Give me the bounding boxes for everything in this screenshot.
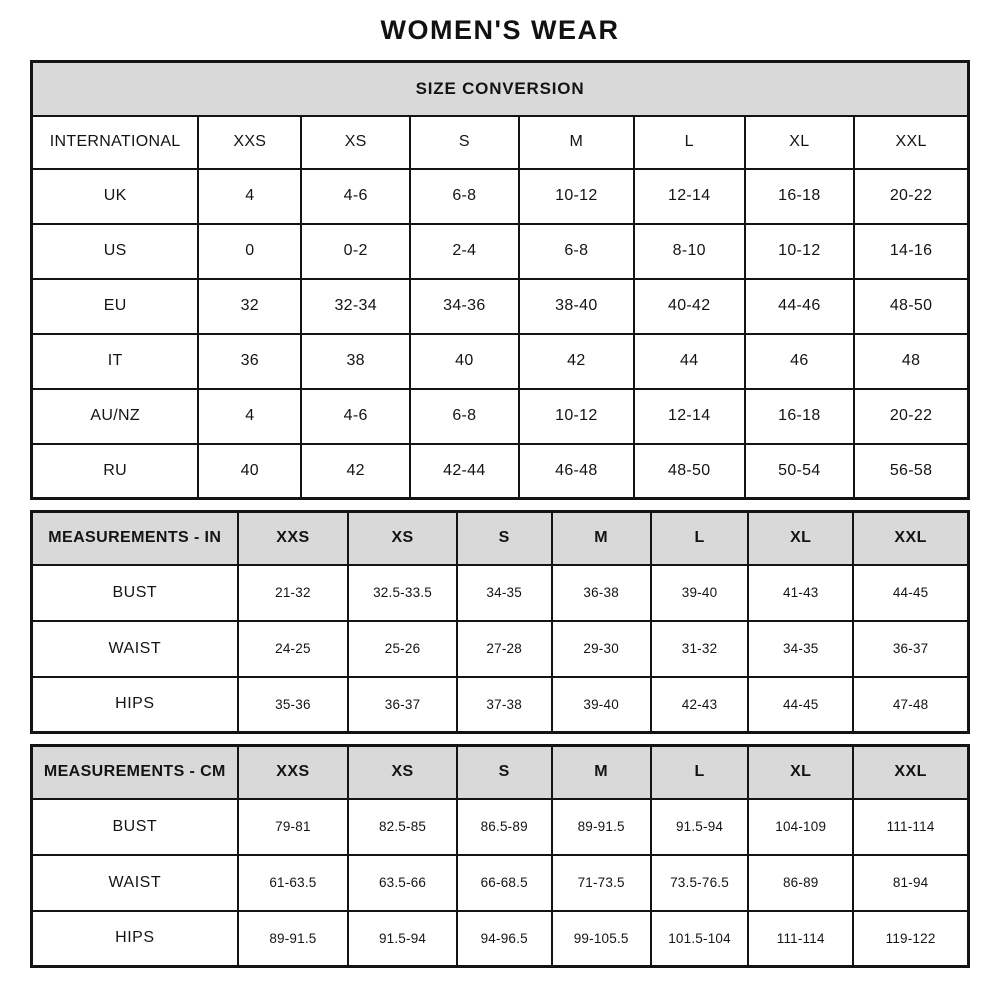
cell: 34-35 bbox=[748, 621, 853, 677]
cell: 42 bbox=[519, 334, 634, 389]
cell: 89-91.5 bbox=[238, 911, 349, 967]
cell: 12-14 bbox=[634, 389, 745, 444]
table-row bbox=[32, 334, 969, 389]
cell: 42-44 bbox=[410, 444, 519, 499]
size-header: XS bbox=[348, 746, 457, 799]
cell: 111-114 bbox=[748, 911, 853, 967]
cell: 8-10 bbox=[634, 224, 745, 279]
table-row bbox=[32, 169, 969, 224]
table-row bbox=[32, 444, 969, 499]
cell: 50-54 bbox=[745, 444, 855, 499]
cell: 47-48 bbox=[853, 677, 968, 733]
cell: 42-43 bbox=[651, 677, 748, 733]
cell: 79-81 bbox=[238, 799, 349, 855]
table-row bbox=[32, 224, 969, 279]
cell: 81-94 bbox=[853, 855, 968, 911]
size-header: XXS bbox=[238, 746, 349, 799]
size-header: XL bbox=[745, 116, 855, 169]
size-header: XXL bbox=[853, 512, 968, 565]
cell: 0-2 bbox=[301, 224, 410, 279]
cell: 0 bbox=[198, 224, 301, 279]
cell: 14-16 bbox=[854, 224, 968, 279]
row-label: UK bbox=[32, 169, 199, 224]
table-row bbox=[32, 116, 969, 169]
cell: 32-34 bbox=[301, 279, 410, 334]
cell: 119-122 bbox=[853, 911, 968, 967]
cell: 40 bbox=[198, 444, 301, 499]
cell: 24-25 bbox=[238, 621, 349, 677]
cell: 39-40 bbox=[552, 677, 651, 733]
cell: 6-8 bbox=[410, 169, 519, 224]
row-label: HIPS bbox=[32, 911, 238, 967]
size-header: XXS bbox=[198, 116, 301, 169]
row-label: US bbox=[32, 224, 199, 279]
size-header: L bbox=[651, 746, 748, 799]
row-label: HIPS bbox=[32, 677, 238, 733]
cell: 10-12 bbox=[745, 224, 855, 279]
cell: 29-30 bbox=[552, 621, 651, 677]
row-label: EU bbox=[32, 279, 199, 334]
table-title: SIZE CONVERSION bbox=[32, 62, 969, 116]
cell: 66-68.5 bbox=[457, 855, 552, 911]
cell: 6-8 bbox=[410, 389, 519, 444]
size-header: XL bbox=[748, 512, 853, 565]
table-row bbox=[32, 746, 969, 799]
cell: 111-114 bbox=[853, 799, 968, 855]
table-row bbox=[32, 389, 969, 444]
cell: 91.5-94 bbox=[651, 799, 748, 855]
cell: 46 bbox=[745, 334, 855, 389]
cell: 44-45 bbox=[853, 565, 968, 621]
cell: 48-50 bbox=[854, 279, 968, 334]
cell: 40 bbox=[410, 334, 519, 389]
cell: 34-36 bbox=[410, 279, 519, 334]
cell: 20-22 bbox=[854, 169, 968, 224]
cell: 36-37 bbox=[348, 677, 457, 733]
size-header: XXL bbox=[853, 746, 968, 799]
table-title: MEASUREMENTS - IN bbox=[32, 512, 238, 565]
row-label: WAIST bbox=[32, 621, 238, 677]
size-header: S bbox=[457, 746, 552, 799]
table-row bbox=[32, 621, 969, 677]
cell: 34-35 bbox=[457, 565, 552, 621]
table-row bbox=[32, 855, 969, 911]
cell: 38 bbox=[301, 334, 410, 389]
table-row bbox=[32, 62, 969, 116]
cell: 46-48 bbox=[519, 444, 634, 499]
cell: 25-26 bbox=[348, 621, 457, 677]
cell: 36 bbox=[198, 334, 301, 389]
measurements-in-table bbox=[30, 510, 970, 734]
cell: 39-40 bbox=[651, 565, 748, 621]
cell: 48-50 bbox=[634, 444, 745, 499]
cell: 36-37 bbox=[853, 621, 968, 677]
cell: 2-4 bbox=[410, 224, 519, 279]
cell: 86-89 bbox=[748, 855, 853, 911]
cell: 63.5-66 bbox=[348, 855, 457, 911]
cell: 56-58 bbox=[854, 444, 968, 499]
row-label: RU bbox=[32, 444, 199, 499]
cell: 20-22 bbox=[854, 389, 968, 444]
table-row bbox=[32, 799, 969, 855]
size-header: XXS bbox=[238, 512, 349, 565]
cell: 35-36 bbox=[238, 677, 349, 733]
size-header: M bbox=[552, 512, 651, 565]
cell: 101.5-104 bbox=[651, 911, 748, 967]
cell: 32.5-33.5 bbox=[348, 565, 457, 621]
cell: 41-43 bbox=[748, 565, 853, 621]
table-row bbox=[32, 565, 969, 621]
cell: 71-73.5 bbox=[552, 855, 651, 911]
cell: 48 bbox=[854, 334, 968, 389]
cell: 37-38 bbox=[457, 677, 552, 733]
cell: 61-63.5 bbox=[238, 855, 349, 911]
cell: 36-38 bbox=[552, 565, 651, 621]
size-header: S bbox=[457, 512, 552, 565]
row-label: BUST bbox=[32, 565, 238, 621]
row-label: AU/NZ bbox=[32, 389, 199, 444]
cell: 44 bbox=[634, 334, 745, 389]
cell: 27-28 bbox=[457, 621, 552, 677]
cell: 89-91.5 bbox=[552, 799, 651, 855]
page-title: WOMEN'S WEAR bbox=[380, 15, 620, 45]
cell: 44-45 bbox=[748, 677, 853, 733]
size-header: XXL bbox=[854, 116, 968, 169]
cell: 10-12 bbox=[519, 169, 634, 224]
size-header: XS bbox=[301, 116, 410, 169]
measurements-cm-table bbox=[30, 744, 970, 968]
cell: 40-42 bbox=[634, 279, 745, 334]
cell: 73.5-76.5 bbox=[651, 855, 748, 911]
cell: 32 bbox=[198, 279, 301, 334]
size-header: L bbox=[651, 512, 748, 565]
size-header: M bbox=[519, 116, 634, 169]
cell: 16-18 bbox=[745, 389, 855, 444]
cell: 4-6 bbox=[301, 389, 410, 444]
cell: 10-12 bbox=[519, 389, 634, 444]
table-title: MEASUREMENTS - CM bbox=[32, 746, 238, 799]
cell: 94-96.5 bbox=[457, 911, 552, 967]
cell: 16-18 bbox=[745, 169, 855, 224]
row-label: WAIST bbox=[32, 855, 238, 911]
cell: 31-32 bbox=[651, 621, 748, 677]
cell: 91.5-94 bbox=[348, 911, 457, 967]
cell: 86.5-89 bbox=[457, 799, 552, 855]
cell: 4 bbox=[198, 389, 301, 444]
size-header: XS bbox=[348, 512, 457, 565]
table-row bbox=[32, 911, 969, 967]
cell: 4-6 bbox=[301, 169, 410, 224]
size-conversion-table bbox=[30, 60, 970, 500]
cell: 4 bbox=[198, 169, 301, 224]
size-header: L bbox=[634, 116, 745, 169]
cell: 82.5-85 bbox=[348, 799, 457, 855]
cell: 38-40 bbox=[519, 279, 634, 334]
cell: 21-32 bbox=[238, 565, 349, 621]
row-label: BUST bbox=[32, 799, 238, 855]
cell: 44-46 bbox=[745, 279, 855, 334]
cell: 104-109 bbox=[748, 799, 853, 855]
size-header: XL bbox=[748, 746, 853, 799]
row-label: INTERNATIONAL bbox=[32, 116, 199, 169]
row-label: IT bbox=[32, 334, 199, 389]
table-row bbox=[32, 279, 969, 334]
size-header: S bbox=[410, 116, 519, 169]
cell: 42 bbox=[301, 444, 410, 499]
size-header: M bbox=[552, 746, 651, 799]
table-row bbox=[32, 512, 969, 565]
cell: 12-14 bbox=[634, 169, 745, 224]
cell: 99-105.5 bbox=[552, 911, 651, 967]
table-row bbox=[32, 677, 969, 733]
cell: 6-8 bbox=[519, 224, 634, 279]
